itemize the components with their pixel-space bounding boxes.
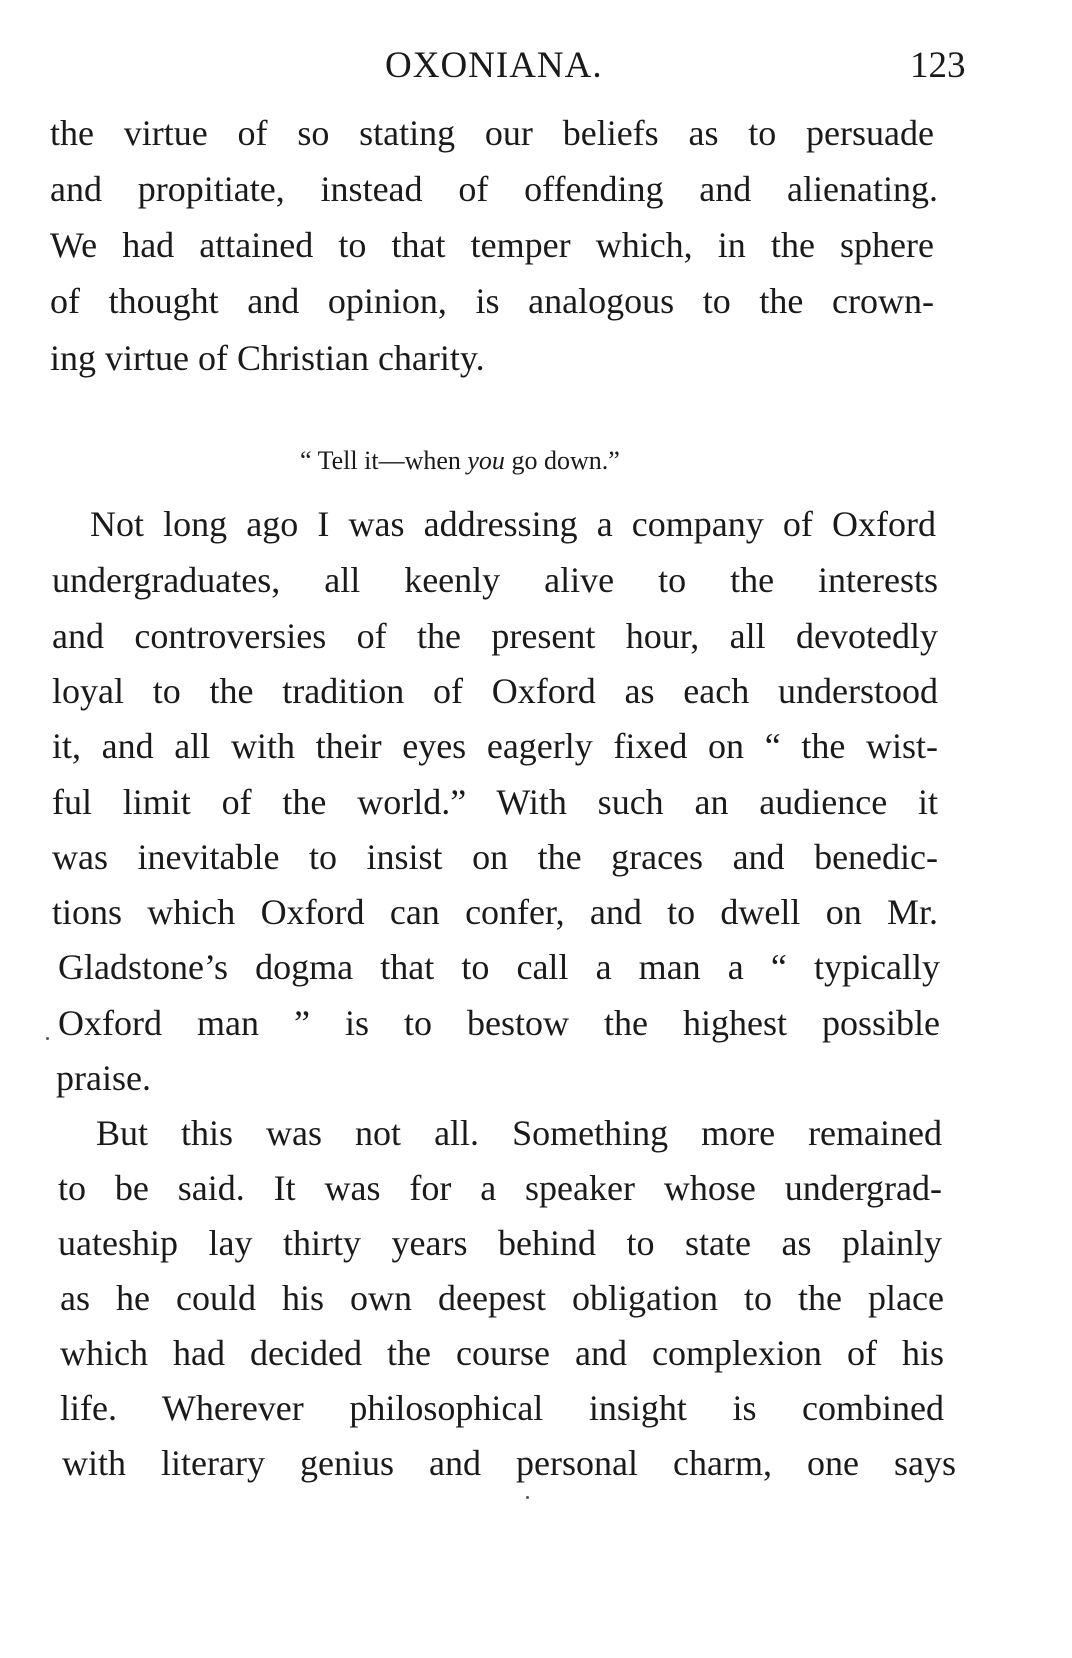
text-line: ing virtue of Christian charity.	[50, 338, 485, 378]
text-line: loyal to the tradition of Oxford as each understood	[52, 673, 938, 711]
page-number: 123	[910, 45, 966, 86]
text-line: which had decided the course and complexion of his	[60, 1335, 944, 1373]
text-line: of thought and opinion, is analogous to the crown-	[50, 283, 934, 321]
text-line: it, and all with their eyes eagerly fixed on “ the wist-	[52, 728, 938, 766]
text-line: We had attained to that temper which, in the sphere	[50, 227, 934, 265]
text-line: tions which Oxford can confer, and to dwell on Mr.	[52, 894, 938, 932]
text-line: and controversies of the present hour, all devotedly	[52, 618, 938, 656]
caption-emphasis: you	[467, 446, 505, 475]
print-speck	[526, 1496, 529, 1499]
text-line: the virtue of so stating our beliefs as to persuade	[50, 115, 934, 153]
text-line: undergraduates, all keenly alive to the interests	[52, 562, 938, 600]
text-line: Not long ago I was addressing a company of Oxford	[90, 506, 936, 544]
caption-text: go down.”	[504, 446, 620, 475]
text-line: Oxford man ” is to bestow the highest possible	[58, 1005, 940, 1043]
running-header-title: OXONIANA.	[385, 45, 603, 86]
print-speck	[46, 1037, 49, 1040]
section-caption	[300, 446, 620, 476]
text-line: ful limit of the world.” With such an audience it	[52, 784, 938, 822]
text-line: Gladstone’s dogma that to call a man a “ typically	[58, 949, 940, 987]
text-line: as he could his own deepest obligation to the place	[60, 1280, 944, 1318]
text-line: But this was not all. Something more remained	[96, 1115, 942, 1153]
text-line: praise.	[56, 1058, 151, 1098]
text-line: was inevitable to insist on the graces and benedic-	[52, 839, 938, 877]
text-line: life. Wherever philosophical insight is combined	[60, 1390, 944, 1428]
text-line: with literary genius and personal charm, one says	[62, 1445, 956, 1483]
text-line: uateship lay thirty years behind to state as plainly	[58, 1225, 942, 1263]
text-line: and propitiate, instead of offending and alienating.	[50, 171, 938, 209]
caption-text: “ Tell it—when	[300, 446, 468, 475]
text-line: to be said. It was for a speaker whose undergrad-	[58, 1170, 942, 1208]
